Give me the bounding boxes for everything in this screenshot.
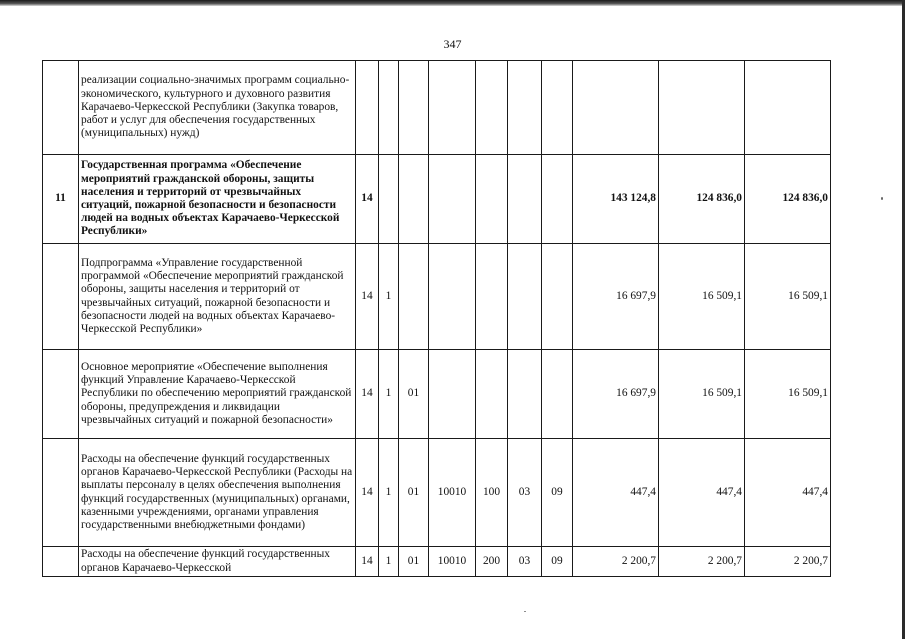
scan-speck xyxy=(524,611,526,612)
code-subsection xyxy=(542,350,573,439)
row-description: Расходы на обеспечение функций государственных органов Карачаево-Черкесской Республики (Расходы на выплаты персоналу в целях обеспечения выполнения функций государственных (муниципальных) органами, казенными учреждениями, органами управления государственными внебюджетными фондами) xyxy=(79,439,356,547)
code-ministry: 14 xyxy=(356,439,379,547)
amount-year-3: 2 200,7 xyxy=(745,547,831,577)
code-subprogram: 1 xyxy=(379,244,399,350)
budget-table xyxy=(42,60,831,577)
code-measure: 01 xyxy=(399,350,429,439)
table-row xyxy=(43,155,831,244)
row-description: Подпрограмма «Управление государственной программой «Обеспечение мероприятий гражданской обороны, защиты населения и территорий от чрезвычайных ситуаций, пожарной безопасности и безопасности людей на водных объектах Карачаево-Черкесской Республики» xyxy=(79,244,356,350)
code-subsection: 09 xyxy=(542,547,573,577)
code-direction: 10010 xyxy=(429,439,476,547)
code-direction xyxy=(429,61,476,155)
amount-year-3: 447,4 xyxy=(745,439,831,547)
scan-speck xyxy=(881,197,883,200)
amount-year-3 xyxy=(745,61,831,155)
code-subprogram: 1 xyxy=(379,350,399,439)
code-section: 03 xyxy=(508,547,542,577)
amount-year-1: 143 124,8 xyxy=(573,155,659,244)
amount-year-3: 16 509,1 xyxy=(745,350,831,439)
code-direction xyxy=(429,244,476,350)
row-number: 11 xyxy=(43,155,79,244)
code-section: 03 xyxy=(508,439,542,547)
row-description: Расходы на обеспечение функций государственных органов Карачаево-Черкесской xyxy=(79,547,356,577)
code-section xyxy=(508,244,542,350)
code-ministry: 14 xyxy=(356,155,379,244)
amount-year-2: 124 836,0 xyxy=(659,155,745,244)
table-row xyxy=(43,244,831,350)
amount-year-1: 2 200,7 xyxy=(573,547,659,577)
code-expense-type: 100 xyxy=(476,439,508,547)
code-measure xyxy=(399,61,429,155)
amount-year-2 xyxy=(659,61,745,155)
amount-year-2: 16 509,1 xyxy=(659,244,745,350)
code-section xyxy=(508,61,542,155)
code-subsection xyxy=(542,155,573,244)
amount-year-3: 124 836,0 xyxy=(745,155,831,244)
code-subsection: 09 xyxy=(542,439,573,547)
page-number: 347 xyxy=(443,37,462,51)
row-number xyxy=(43,244,79,350)
row-number xyxy=(43,61,79,155)
row-number xyxy=(43,350,79,439)
row-description: реализации социально-значимых программ социально-экономического, культурного и духовного развития Карачаево-Черкесской Республики (Закупка товаров, работ и услуг для обеспечения государственных (муниципальных) нужд) xyxy=(79,61,356,155)
code-ministry xyxy=(356,61,379,155)
code-ministry: 14 xyxy=(356,350,379,439)
amount-year-1: 16 697,9 xyxy=(573,350,659,439)
amount-year-1: 16 697,9 xyxy=(573,244,659,350)
amount-year-2: 2 200,7 xyxy=(659,547,745,577)
amount-year-2: 447,4 xyxy=(659,439,745,547)
code-subprogram xyxy=(379,155,399,244)
table-row xyxy=(43,547,831,577)
code-subprogram xyxy=(379,61,399,155)
code-expense-type xyxy=(476,350,508,439)
amount-year-1: 447,4 xyxy=(573,439,659,547)
table-row xyxy=(43,61,831,155)
table-row xyxy=(43,439,831,547)
row-number xyxy=(43,547,79,577)
row-description: Государственная программа «Обеспечение мероприятий гражданской обороны, защиты населения и территорий от чрезвычайных ситуаций, пожарной безопасности и безопасности людей на водных объектах Карачаево-Черкесской Республики» xyxy=(79,155,356,244)
code-direction: 10010 xyxy=(429,547,476,577)
amount-year-1 xyxy=(573,61,659,155)
code-subprogram: 1 xyxy=(379,439,399,547)
code-measure: 01 xyxy=(399,439,429,547)
code-direction xyxy=(429,350,476,439)
code-measure xyxy=(399,244,429,350)
row-description: Основное мероприятие «Обеспечение выполнения функций Управление Карачаево-Черкесской Республики по обеспечению мероприятий гражданской обороны, предупреждения и ликвидации чрезвычайных ситуаций и пожарной безопасности» xyxy=(79,350,356,439)
code-expense-type xyxy=(476,244,508,350)
code-subprogram: 1 xyxy=(379,547,399,577)
scan-top-edge xyxy=(0,0,905,6)
amount-year-2: 16 509,1 xyxy=(659,350,745,439)
code-ministry: 14 xyxy=(356,547,379,577)
code-expense-type xyxy=(476,61,508,155)
code-subsection xyxy=(542,61,573,155)
code-expense-type xyxy=(476,155,508,244)
code-measure: 01 xyxy=(399,547,429,577)
code-expense-type: 200 xyxy=(476,547,508,577)
code-ministry: 14 xyxy=(356,244,379,350)
code-subsection xyxy=(542,244,573,350)
code-section xyxy=(508,155,542,244)
amount-year-3: 16 509,1 xyxy=(745,244,831,350)
code-direction xyxy=(429,155,476,244)
code-section xyxy=(508,350,542,439)
code-measure xyxy=(399,155,429,244)
table-row xyxy=(43,350,831,439)
row-number xyxy=(43,439,79,547)
